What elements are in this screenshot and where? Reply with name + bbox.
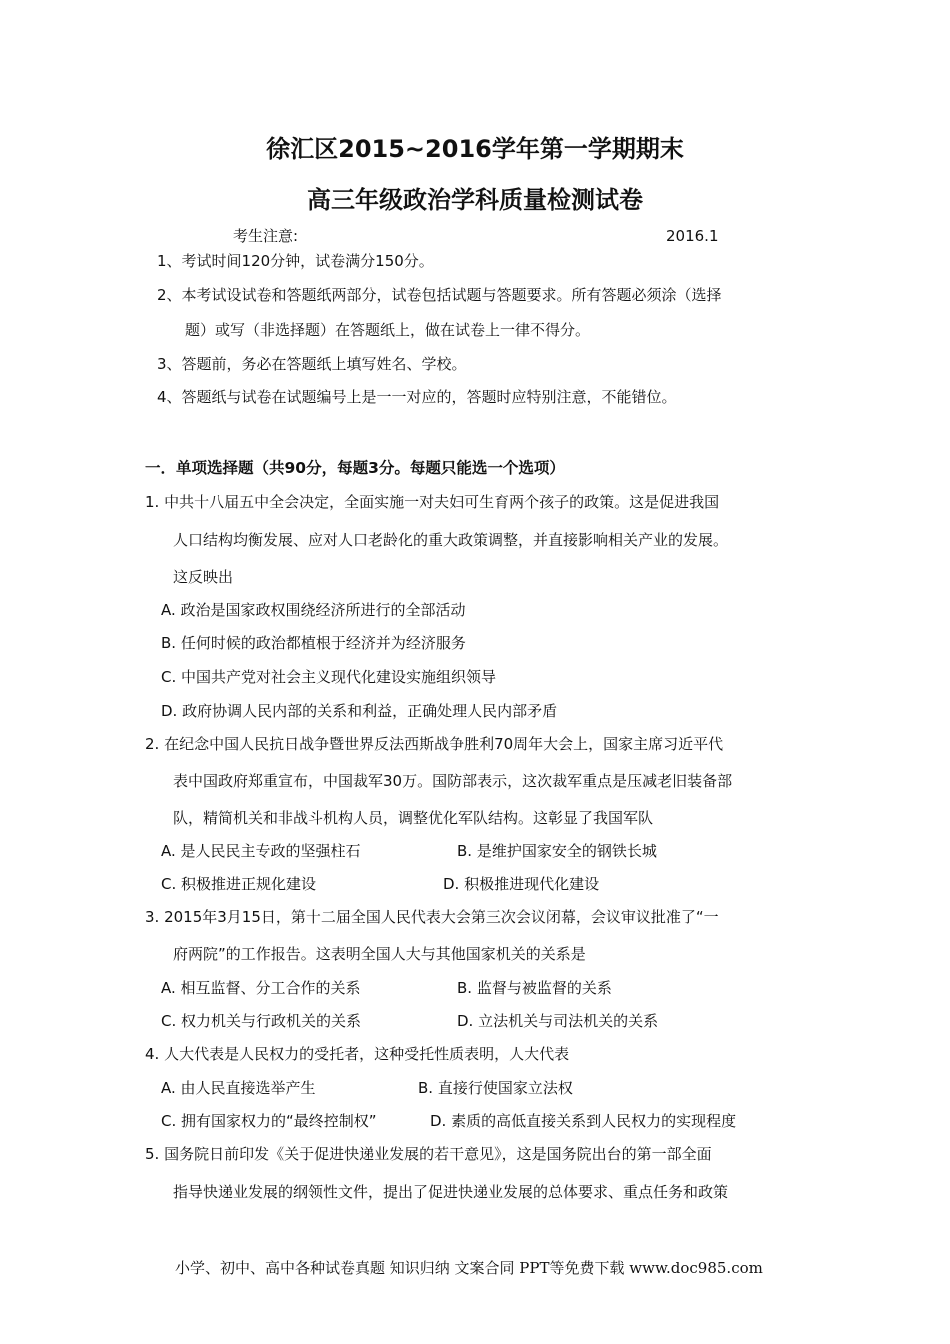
option-b: B. 直接行使国家立法权 — [418, 1079, 573, 1097]
option-c: C. 拥有国家权力的“最终控制权” — [161, 1112, 377, 1130]
option-b: B. 任何时候的政治都植根于经济并为经济服务 — [161, 634, 466, 652]
option-c: C. 权力机关与行政机关的关系 — [161, 1012, 362, 1030]
question-line: 1. 中共十八届五中全会决定，全面实施一对夫妇可生育两个孩子的政策。这是促进我国 — [145, 493, 720, 511]
option-b: B. 监督与被监督的关系 — [457, 979, 612, 997]
question-line: 3. 2015年3月15日，第十二届全国人民代表大会第三次会议闭幕，会议审议批准了“一 — [145, 908, 719, 926]
option-a: A. 相互监督、分工合作的关系 — [161, 979, 361, 997]
note-4: 4、答题纸与试卷在试题编号上是一一对应的，答题时应特别注意，不能错位。 — [157, 388, 677, 406]
note-2-cont: 题）或写（非选择题）在答题纸上，做在试卷上一律不得分。 — [185, 321, 591, 339]
page-footer: 小学、初中、高中各种试卷真题 知识归纳 文案合同 PPT等免费下载 www.doc985.com — [175, 1259, 763, 1277]
option-a: A. 是人民民主专政的坚强柱石 — [161, 842, 361, 860]
question-line: 4. 人大代表是人民权力的受托者，这种受托性质表明，人大代表 — [145, 1045, 570, 1063]
option-d: D. 积极推进现代化建设 — [443, 875, 600, 893]
section-heading: 一．单项选择题（共90分，每题3分。每题只能选一个选项） — [145, 459, 565, 477]
note-2: 2、本考试设试卷和答题纸两部分，试卷包括试题与答题要求。所有答题必须涂（选择 — [157, 286, 722, 304]
note-3: 3、答题前，务必在答题纸上填写姓名、学校。 — [157, 355, 467, 373]
question-line: 人口结构均衡发展、应对人口老龄化的重大政策调整，并直接影响相关产业的发展。 — [173, 531, 729, 549]
option-d: D. 立法机关与司法机关的关系 — [457, 1012, 659, 1030]
question-line: 这反映出 — [173, 568, 234, 586]
question-line: 表中国政府郑重宣布，中国裁军30万。国防部表示，这次裁军重点是压减老旧装备部 — [173, 772, 733, 790]
option-a: A. 政治是国家政权围绕经济所进行的全部活动 — [161, 601, 466, 619]
exam-title-line1: 徐汇区2015~2016学年第一学期期末 — [266, 135, 684, 163]
option-a: A. 由人民直接选举产生 — [161, 1079, 316, 1097]
option-d: D. 素质的高低直接关系到人民权力的实现程度 — [430, 1112, 737, 1130]
option-b: B. 是维护国家安全的钢铁长城 — [457, 842, 657, 860]
option-d: D. 政府协调人民内部的关系和利益，正确处理人民内部矛盾 — [161, 702, 558, 720]
note-1: 1、考试时间120分钟，试卷满分150分。 — [157, 252, 434, 270]
notice-label: 考生注意: — [233, 227, 299, 245]
option-c: C. 积极推进正规化建设 — [161, 875, 317, 893]
question-line: 府两院”的工作报告。这表明全国人大与其他国家机关的关系是 — [173, 945, 586, 963]
question-line: 5. 国务院日前印发《关于促进快递业发展的若干意见》，这是国务院出台的第一部全面 — [145, 1145, 712, 1163]
exam-date: 2016.1 — [666, 227, 719, 245]
option-c: C. 中国共产党对社会主义现代化建设实施组织领导 — [161, 668, 497, 686]
question-line: 2. 在纪念中国人民抗日战争暨世界反法西斯战争胜利70周年大会上，国家主席习近平代 — [145, 735, 724, 753]
exam-title-line2: 高三年级政治学科质量检测试卷 — [307, 186, 643, 214]
question-line: 指导快递业发展的纲领性文件，提出了促进快递业发展的总体要求、重点任务和政策 — [173, 1183, 729, 1201]
question-line: 队，精简机关和非战斗机构人员，调整优化军队结构。这彰显了我国军队 — [173, 809, 654, 827]
